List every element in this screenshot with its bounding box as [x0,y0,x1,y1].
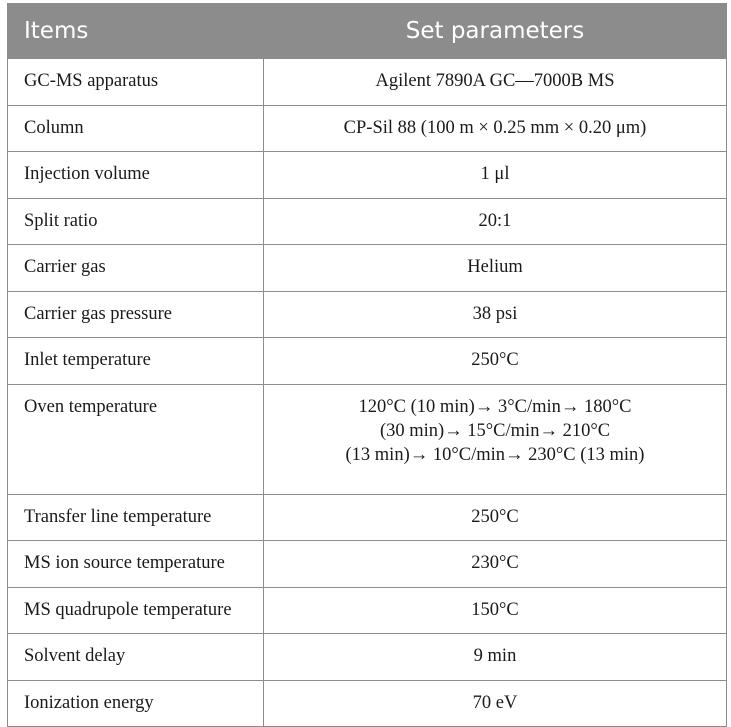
row-value: 250°C [264,338,727,385]
table-row [8,541,727,588]
table-header [8,4,727,59]
table-row [8,680,727,727]
row-value: 230°C [264,541,727,588]
row-item: Injection volume [8,152,264,199]
row-value: 70 eV [264,680,727,727]
row-item: GC-MS apparatus [8,59,264,106]
row-item: Split ratio [8,198,264,245]
header-items: Items [8,4,264,59]
parameters-table [7,3,727,727]
header-set-parameters: Set parameters [264,4,727,59]
row-item: Carrier gas pressure [8,291,264,338]
table-row [8,198,727,245]
table-row [8,494,727,541]
row-item: MS quadrupole temperature [8,587,264,634]
row-value: 150°C [264,587,727,634]
table-row [8,152,727,199]
table-body [8,59,727,727]
table-row [8,587,727,634]
header-row [8,4,727,59]
row-value: 20:1 [264,198,727,245]
row-item: Carrier gas [8,245,264,292]
row-value: 38 psi [264,291,727,338]
row-value: 1 μl [264,152,727,199]
oven-program-line-1: 120°C (10 min)→ 3°C/min→ 180°C [358,396,632,417]
parameters-table-container [7,3,726,727]
row-item: MS ion source temperature [8,541,264,588]
table-row [8,384,727,494]
table-row [8,291,727,338]
row-value: Agilent 7890A GC—7000B MS [264,59,727,106]
row-value: CP-Sil 88 (100 m × 0.25 mm × 0.20 μm) [264,105,727,152]
row-value: Helium [264,245,727,292]
table-row [8,59,727,106]
row-value-multiline [264,384,727,494]
row-item: Column [8,105,264,152]
row-item: Oven temperature [8,384,264,494]
table-row [8,338,727,385]
row-item: Inlet temperature [8,338,264,385]
row-item: Ionization energy [8,680,264,727]
table-row [8,105,727,152]
oven-program-line-3: (13 min)→ 10°C/min→ 230°C (13 min) [345,444,645,465]
row-item: Solvent delay [8,634,264,681]
table-row [8,634,727,681]
oven-program-line-2: (30 min)→ 15°C/min→ 210°C [379,420,611,441]
row-item: Transfer line temperature [8,494,264,541]
row-value: 9 min [264,634,727,681]
table-row [8,245,727,292]
row-value: 250°C [264,494,727,541]
